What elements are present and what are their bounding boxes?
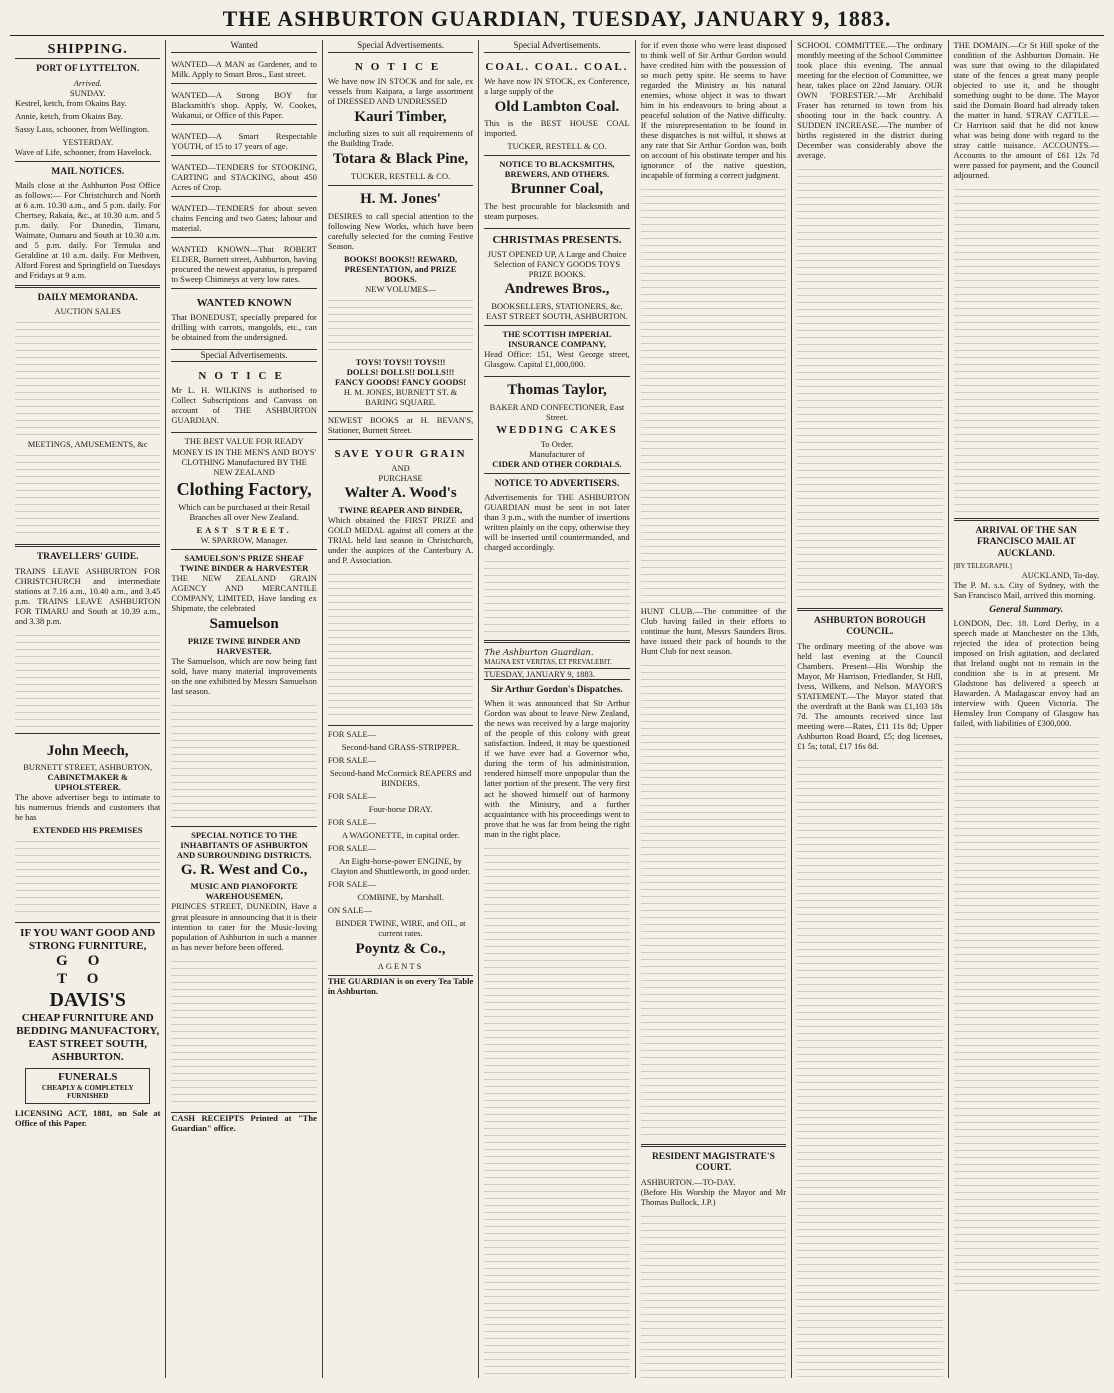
clothing-advert [171, 433, 316, 549]
auction-subheading: AUCTION SALES [54, 306, 121, 317]
west-name: G. R. West and Co., [180, 861, 308, 878]
meech-address: BURNETT STREET, ASHBURTON, [23, 762, 153, 773]
samuelson-body: THE NEW ZEALAND GRAIN AGENCY AND MERCANTILE COMPANY, LIMITED, Have landing ex Shipmate, the celebrated [171, 572, 317, 613]
wood-name: Walter A. Wood's [344, 484, 457, 501]
column-5 [636, 40, 792, 1378]
council-body: The ordinary meeting of the above was held last evening at the Council Chambers. Present—His Worship the Mayor, Mr Harrison, Friedlander, St Hill, Ivess, Wilkens, and Nelson. MAYOR'S STATEMENT.—The Mayor stated that the overdraft at the Bank was £1,103 18s 7d. The amounts received since last meeting were—Rates, £11 11s 8d; Upper Ashburton Road Board, £5; dog licenses, £1 5s; total, £17 16s 8d. [797, 640, 943, 751]
arrival-entry: Kestrel, ketch, from Okains Bay. [15, 97, 127, 108]
memoranda-filler [15, 316, 160, 436]
brunner-tail: The best procurable for blacksmith and steam purposes. [484, 201, 630, 222]
totara-title: Totara & Black Pine, [332, 151, 469, 168]
mail-notices-text: Mails close at the Ashburton Post Office as follows:— For Christchurch and North at 6 a.m. 10.30 a.m., and 5 p.m. daily. For Chertsey, Rakaia, &c., at 10.30 a.m. and 5 p.m. daily. For Dunedin, Timaru, Waimate, Oamaru and South at 10.30 a.m. and 5 p.m. daily. For Temuka and Geraldine at 10 a.m. daily. For Methven, Alford Forest and Springfield on Tuesdays and Fridays at 9 a.m. [15, 179, 161, 281]
jones-body: DESIRES to call special attention to the following New Works, which have been carefully selected for the coming Festive Season. [327, 210, 474, 251]
west-subtitle: MUSIC AND PIANOFORTE WAREHOUSEMEN, [190, 881, 298, 902]
scottish-body: Head Office: 151, West George street, Glasgow. Capital £1,000,000. [484, 348, 630, 369]
clothing-intro: THE BEST VALUE FOR READY MONEY IS IN THE MEN'S AND BOYS' CLOTHING Manufactured BY THE NEW ZEALAND [172, 436, 317, 477]
sale-item: COMBINE, by Marshall. [357, 891, 444, 902]
paper-title: The Ashburton Guardian. [484, 647, 594, 658]
wood-advert [328, 443, 473, 726]
davis-name: DAVIS'S [49, 988, 126, 1011]
taylor-advert [484, 377, 629, 474]
kauri-intro: We have now IN STOCK and for sale, ex vessels from Kaipara, a large assortment of DRESSED AND UNDRESSED [327, 75, 474, 106]
divider [641, 1144, 786, 1147]
for-sale-label: FOR SALE— [327, 790, 377, 801]
arrival-entry: Sassy Lass, schooner, from Wellington. [15, 123, 150, 134]
column-7 [949, 40, 1104, 1378]
divider [484, 640, 629, 643]
hunt-club-item: HUNT CLUB.—The committee of the Club having failed in their efforts to continue the hunt, Messrs Saunders Bros. have issued their pack of hounds to the Hunt Club for next season. [640, 606, 787, 657]
kauri-advert [328, 56, 473, 186]
advertisers-body: Advertisements for THE ASHBURTON GUARDIAN must be sent in not later than 3 p.m., with the number of insertions written plainly on the copy, otherwise they will be inserted until countermanded, and charged accordingly. [484, 491, 630, 552]
lambton-advert [484, 56, 629, 157]
andrewes-sub: BOOKSELLERS, STATIONERS, &c. EAST STREET SOUTH, ASHBURTON. [486, 300, 628, 321]
column-2 [166, 40, 322, 1378]
brunner-advert [484, 156, 629, 229]
paper-date: TUESDAY, JANUARY 9, 1883. [484, 668, 629, 680]
davis-intro: IF YOU WANT GOOD AND STRONG FURNITURE, [20, 927, 156, 953]
editorial-heading: Sir Arthur Gordon's Dispatches. [491, 685, 623, 696]
general-summary-body: LONDON, Dec. 18. Lord Derby, in a speech made at Manchester on the 13th, rejected the idea of protection being imposed on Irish agitation, and declared that Ireland ought not to remain in the condition she is in at present. Mr Gladstone has delivered a speech at Hawarden. A Madagascar envoy had an interview with Queen Victoria. The Hemsley Iron Company of Glasgow has failed, with liabilities of £300,000. [953, 618, 1099, 729]
wanted-ad: WANTED—TENDERS for about seven chains Fencing and two Gates; labour and material. [171, 200, 316, 238]
arrival-entry: Wave of Life, schooner, from Havelock. [15, 146, 152, 157]
wood-product: TWINE REAPER AND BINDER, [338, 504, 463, 515]
travellers-heading: TRAVELLERS' GUIDE. [36, 552, 139, 563]
general-summary-filler [954, 731, 1099, 1291]
general-summary-heading: General Summary. [989, 605, 1064, 616]
sale-item: An Eight-horse-power ENGINE, by Clayton and Shuttleworth, in good order. [331, 855, 471, 876]
council-continued: THE DOMAIN.—Cr St Hill spoke of the condition of the Ashburton Domain. He was sure that owing to the dilapidated state of the fences a great many people objected to use it, and he thought something ought to be done. The Mayor said the Domain Board had already taken the matter in hand. STRAY CATTLE.—Cr Harrison said that he did not know what was being done with regard to the stray cattle nuisance. ACCOUNTS.—Accounts to the amount of £61 12s 7d were passed for payment, and the Council adjourned. [953, 39, 1099, 181]
meech-filler [15, 835, 160, 915]
advertisers-heading: NOTICE TO ADVERTISERS. [494, 478, 620, 489]
tea-table-notice: THE GUARDIAN is on every Tea Table in Ashburton. [327, 975, 474, 996]
editorial-body: When it was announced that Sir Arthur Gordon was about to leave New Zealand, the news was received by a large majority of the people of this colony with great satisfaction. Indeed, it may be questioned if we have ever had a Governor who, during the term of his administration, rendered himself more unpopular than the latter portion of the present. The very first act he showed himself out of harmony with the Ministry, and a further acquaintance with his proceedings went to prove that he was far from being the right man in the right place. [484, 698, 630, 839]
meetings-filler [15, 449, 160, 539]
divider [15, 733, 160, 734]
for-sale-label: FOR SALE— [327, 728, 377, 739]
taylor-manufacturer: Manufacturer of [529, 448, 585, 459]
notice-title: NOTICE [198, 370, 290, 383]
davis-advert [15, 927, 160, 1064]
special-heading: Special Advertisements. [328, 40, 473, 53]
travellers-filler [15, 629, 160, 729]
tucker-sign: TUCKER, RESTELL & CO. [351, 170, 451, 181]
wood-purchase: PURCHASE [378, 472, 423, 483]
andrewes-advert [484, 229, 629, 326]
west-body: PRINCES STREET, DUNEDIN, Have a great pleasure in announcing that it is their intention to cater for the Music-loving population of Ashburton in such a manner as has never before been offered. [171, 901, 317, 952]
local-news: SCHOOL COMMITTEE.—The ordinary monthly meeting of the School Committee took place this evening. The annual meeting for the election of Committee, we hear, takes place on 22nd January. OUR OWN 'FORESTER.'—Mr Archibald Fraser has returned to town from his shooting tour in the back country. A SUDDEN INCREASE.—The number of births registered in the district during December was considerably above the average. [797, 39, 943, 161]
special-heading: Special Advertisements. [171, 350, 316, 363]
wood-filler [328, 568, 473, 718]
scottish-title: THE SCOTTISH IMPERIAL INSURANCE COMPANY, [502, 328, 612, 349]
magistrate-heading: RESIDENT MAGISTRATE'S COURT. [651, 1152, 775, 1174]
arrival-heading: ARRIVAL OF THE SAN FRANCISCO MAIL AT AUCKLAND. [975, 526, 1077, 559]
bevan-advert: NEWEST BOOKS at H. BEVAN'S, Stationer, Burnett Street. [328, 412, 473, 440]
for-sale-label: FOR SALE— [327, 878, 377, 889]
column-6 [792, 40, 948, 1378]
wilkins-notice [171, 365, 316, 433]
brunner-title: Brunner Coal, [510, 181, 604, 198]
divider [15, 544, 160, 547]
council-heading: ASHBURTON BOROUGH COUNCIL. [813, 616, 926, 638]
wanted-ad: WANTED KNOWN—That ROBERT ELDER, Burnett street, Ashburton, having procured the newest apparatus, is prepared to Sweep Chimneys at very low rates. [171, 241, 316, 289]
tucker-sign: TUCKER, RESTELL & CO. [507, 141, 607, 152]
samuelson-title: Samuelson [209, 615, 279, 632]
advertisers-filler [484, 555, 629, 635]
sale-item: BINDER TWINE, WIRE, and OIL, at current rates. [335, 917, 466, 938]
magistrate-bench: (Before His Worship the Mayor and Mr Thomas Bullock, J.P.) [640, 1186, 787, 1207]
jones-sign: H. M. JONES, BURNETT ST. & BARING SQUARE. [343, 386, 458, 407]
jones-advert [328, 186, 473, 412]
sunday-label: SUNDAY. [69, 87, 106, 98]
arrival-entry: Annie, ketch, from Okains Bay. [15, 110, 123, 121]
taylor-sub: BAKER AND CONFECTIONER, East Street. [489, 401, 625, 422]
blacksmiths-notice: NOTICE TO BLACKSMITHS, BREWERS, AND OTHERS. [499, 159, 615, 180]
divider [797, 608, 942, 611]
coal-body: We have now IN STOCK, ex Conference, a large supply of the [484, 75, 630, 96]
jones-books: BOOKS! BOOKS!! REWARD, PRESENTATION, and PRIZE BOOKS. [343, 253, 458, 284]
wanted-known-body: That BONEDUST, specially prepared for drilling with carrots, mangolds, etc., can be obtained from the undersigned. [171, 311, 317, 342]
wanted-ad: WANTED—A MAN as Gardener, and to Milk. Apply to Smart Bros., East street. [171, 56, 316, 84]
wood-and: AND [391, 462, 410, 473]
kauri-tail: including sizes to suit all requirements of the Building Trade. [327, 128, 474, 149]
special-heading: Special Advertisements. [484, 40, 629, 53]
samuelson-heading: SAMUELSON'S PRIZE SHEAF TWINE BINDER & HARVESTER [179, 552, 309, 573]
davis-manufactory: CHEAP FURNITURE AND BEDDING MANUFACTORY, [16, 1012, 160, 1038]
west-notice: SPECIAL NOTICE TO THE INHABITANTS OF ASHBURTON AND SURROUNDING DISTRICTS. [176, 829, 312, 860]
meech-trade: CABINETMAKER & UPHOLSTERER. [47, 772, 128, 793]
scottish-advert [484, 326, 629, 377]
christmas-title: CHRISTMAS PRESENTS. [492, 234, 622, 247]
coal-title: COAL. COAL. COAL. [485, 60, 629, 73]
samuelson-filler [171, 699, 316, 819]
column-5-filler [641, 183, 786, 603]
column-7-filler [954, 183, 1099, 513]
jones-name: H. M. Jones' [360, 191, 441, 207]
taylor-name: Thomas Taylor, [507, 381, 607, 398]
meech-name: John Meech, [46, 742, 129, 759]
taylor-wedding: WEDDING CAKES [496, 423, 618, 436]
licensing-notice: LICENSING ACT, 1881, on Sale at Office of this Paper. [15, 1107, 161, 1128]
poyntz-advert [328, 726, 473, 976]
jones-dolls: DOLLS! DOLLS!! DOLLS!!! [346, 366, 455, 377]
notice-title: NOTICE [354, 60, 447, 73]
for-sale-label: FOR SALE— [327, 842, 377, 853]
shipping-heading: SHIPPING. [15, 42, 160, 60]
jones-fancy: FANCY GOODS! FANCY GOODS! [335, 376, 467, 387]
funerals-box [25, 1068, 150, 1103]
sale-item: Four-horse DRAY. [368, 803, 433, 814]
for-sale-label: FOR SALE— [327, 816, 377, 827]
council-filler [797, 754, 942, 1378]
wanted-known-ad [171, 292, 316, 350]
samuelson-advert [171, 550, 316, 827]
sale-item: Second-hand McCormick REAPERS and BINDERS. [329, 767, 472, 788]
column-5-filler [641, 659, 786, 1139]
local-news-filler [797, 163, 942, 603]
davis-go-to: GO TO [56, 953, 120, 988]
column-1 [10, 40, 166, 1378]
wanted-heading: Wanted [171, 40, 316, 53]
taylor-order: To Order. [540, 438, 574, 449]
poyntz-agents: AGENTS [377, 960, 424, 971]
meech-advert [15, 738, 160, 924]
editorial-filler [484, 842, 629, 1378]
paper-motto: MAGNA EST VERITAS, ET PREVALEBIT. [484, 657, 612, 666]
column-3 [323, 40, 479, 1378]
samuelson-subtitle: PRIZE TWINE BINDER AND HARVESTER. [187, 635, 301, 656]
clothing-manager: W. SPARROW, Manager. [200, 534, 288, 545]
wanted-known-title: WANTED KNOWN [196, 296, 292, 309]
arrived-label: Arrived. [73, 77, 102, 88]
samuelson-body-2: The Samuelson, which are now being fast sold, have many material improvements on the one exhibited by Messrs Samuelson last season. [171, 655, 317, 696]
jones-toys: TOYS! TOYS!! TOYS!!! [355, 356, 446, 367]
memoranda-heading: DAILY MEMORANDA. [37, 293, 138, 304]
cash-receipts-notice: CASH RECEIPTS Printed at "The Guardian" office. [171, 1112, 317, 1133]
clothing-street: EAST STREET. [196, 524, 292, 535]
wanted-ad: WANTED—A Smart Respectable YOUTH, of 15 to 17 years of age. [171, 128, 316, 156]
page-columns [10, 40, 1104, 1378]
taylor-cider: CIDER AND OTHER CORDIALS. [492, 458, 622, 469]
davis-street: EAST STREET SOUTH, ASHBURTON. [28, 1038, 147, 1064]
funerals-subtitle: CHEAPLY & COMPLETELY FURNISHED [41, 1084, 134, 1101]
jones-filler [328, 294, 473, 354]
jones-volumes: NEW VOLUMES— [365, 283, 436, 294]
lambton-title: Old Lambton Coal. [494, 98, 620, 115]
funerals-title: FUNERALS [58, 1071, 118, 1084]
sale-item: A WAGONETTE, in capital order. [341, 829, 460, 840]
meech-body: The above advertiser begs to intimate to his numerous friends and customers that he has [15, 792, 161, 823]
west-advert [171, 827, 316, 1113]
column-4 [479, 40, 635, 1378]
masthead: THE ASHBURTON GUARDIAN, TUESDAY, JANUARY 9, 1883. [10, 0, 1104, 36]
meech-extended: EXTENDED HIS PREMISES [32, 825, 143, 836]
mail-heading: MAIL NOTICES. [51, 166, 125, 177]
editorial-continued: for if even those who were least disposed to think well of Sir Arthur Gordon would have credited him with the possession of so much petty spite. He seems to have regarded the Ministry as his natural enemies, whose object it was to thwart him in his endeavours to bring about a peaceful solution of the Native difficulty. If the misrepresentation to be found in these dispatches is not wilful, it shows at any rate that Sir Arthur Gordon was, both on account of his obstinate temper and his ignorance of the native question, incapable of forming a correct judgment. [640, 39, 787, 181]
for-sale-label: FOR SALE— [327, 754, 377, 765]
dateline: AUCKLAND, To-day. [1021, 570, 1099, 581]
magistrate-sub: ASHBURTON.—TO-DAY. [640, 1176, 736, 1187]
poyntz-name: Poyntz & Co., [355, 940, 446, 957]
christmas-sub: JUST OPENED UP, A Large and Choice Selection of FANCY GOODS TOYS PRIZE BOOKS. [487, 249, 627, 280]
meetings-subheading: MEETINGS, AMUSEMENTS, &c [27, 439, 148, 450]
port-heading: PORT OF LYTTELTON. [36, 64, 140, 75]
divider [15, 161, 160, 162]
wanted-ad: WANTED—TENDERS for STOOKING, CARTING and STACKING, about 450 Acres of Crop. [171, 159, 316, 197]
yesterday-label: YESTERDAY. [62, 136, 114, 147]
wood-body: Which obtained the FIRST PRIZE and GOLD MEDAL against all comers at the TRIAL held last season in Christchurch, under the auspices of the Canterbury A. and P. Association. [327, 514, 474, 565]
sale-item: Second-hand GRASS-STRIPPER. [341, 741, 460, 752]
wanted-ad: WANTED—A Strong BOY for Blacksmith's shop. Apply, W. Cookes, Wakanui, or Office of this Paper. [171, 87, 316, 125]
travellers-text: TRAINS LEAVE ASHBURTON FOR CHRISTCHURCH and intermediate stations at 7.16 a.m., 10.40 a.m., and 3.45 p.m. TRAINS LEAVE ASHBURTON FOR TIMARU and South at 10.39 a.m., and 3.38 p.m. [15, 565, 161, 626]
divider [15, 285, 160, 288]
andrewes-name: Andrewes Bros., [504, 281, 610, 298]
arrival-body: The P. M. s.s. City of Sydney, with the San Francisco Mail, arrived this morning. [953, 580, 1099, 601]
wood-save: SAVE YOUR GRAIN [334, 447, 467, 460]
divider [954, 518, 1099, 521]
telegraph-label: [BY TELEGRAPH.] [953, 561, 1012, 570]
lambton-tail: This is the BEST HOUSE COAL imported. [484, 118, 630, 139]
clothing-tail: Which can be purchased at their Retail Branches all over New Zealand. [178, 501, 310, 522]
clothing-title: Clothing Factory, [176, 478, 312, 499]
magistrate-filler [641, 1210, 786, 1378]
notice-body: Mr L. H. WILKINS is authorised to Collect Subscriptions and Canvass on account of THE ASHBURTON GUARDIAN. [171, 385, 317, 426]
kauri-title: Kauri Timber, [354, 108, 447, 125]
west-filler [171, 955, 316, 1105]
on-sale-label: ON SALE— [327, 904, 372, 915]
